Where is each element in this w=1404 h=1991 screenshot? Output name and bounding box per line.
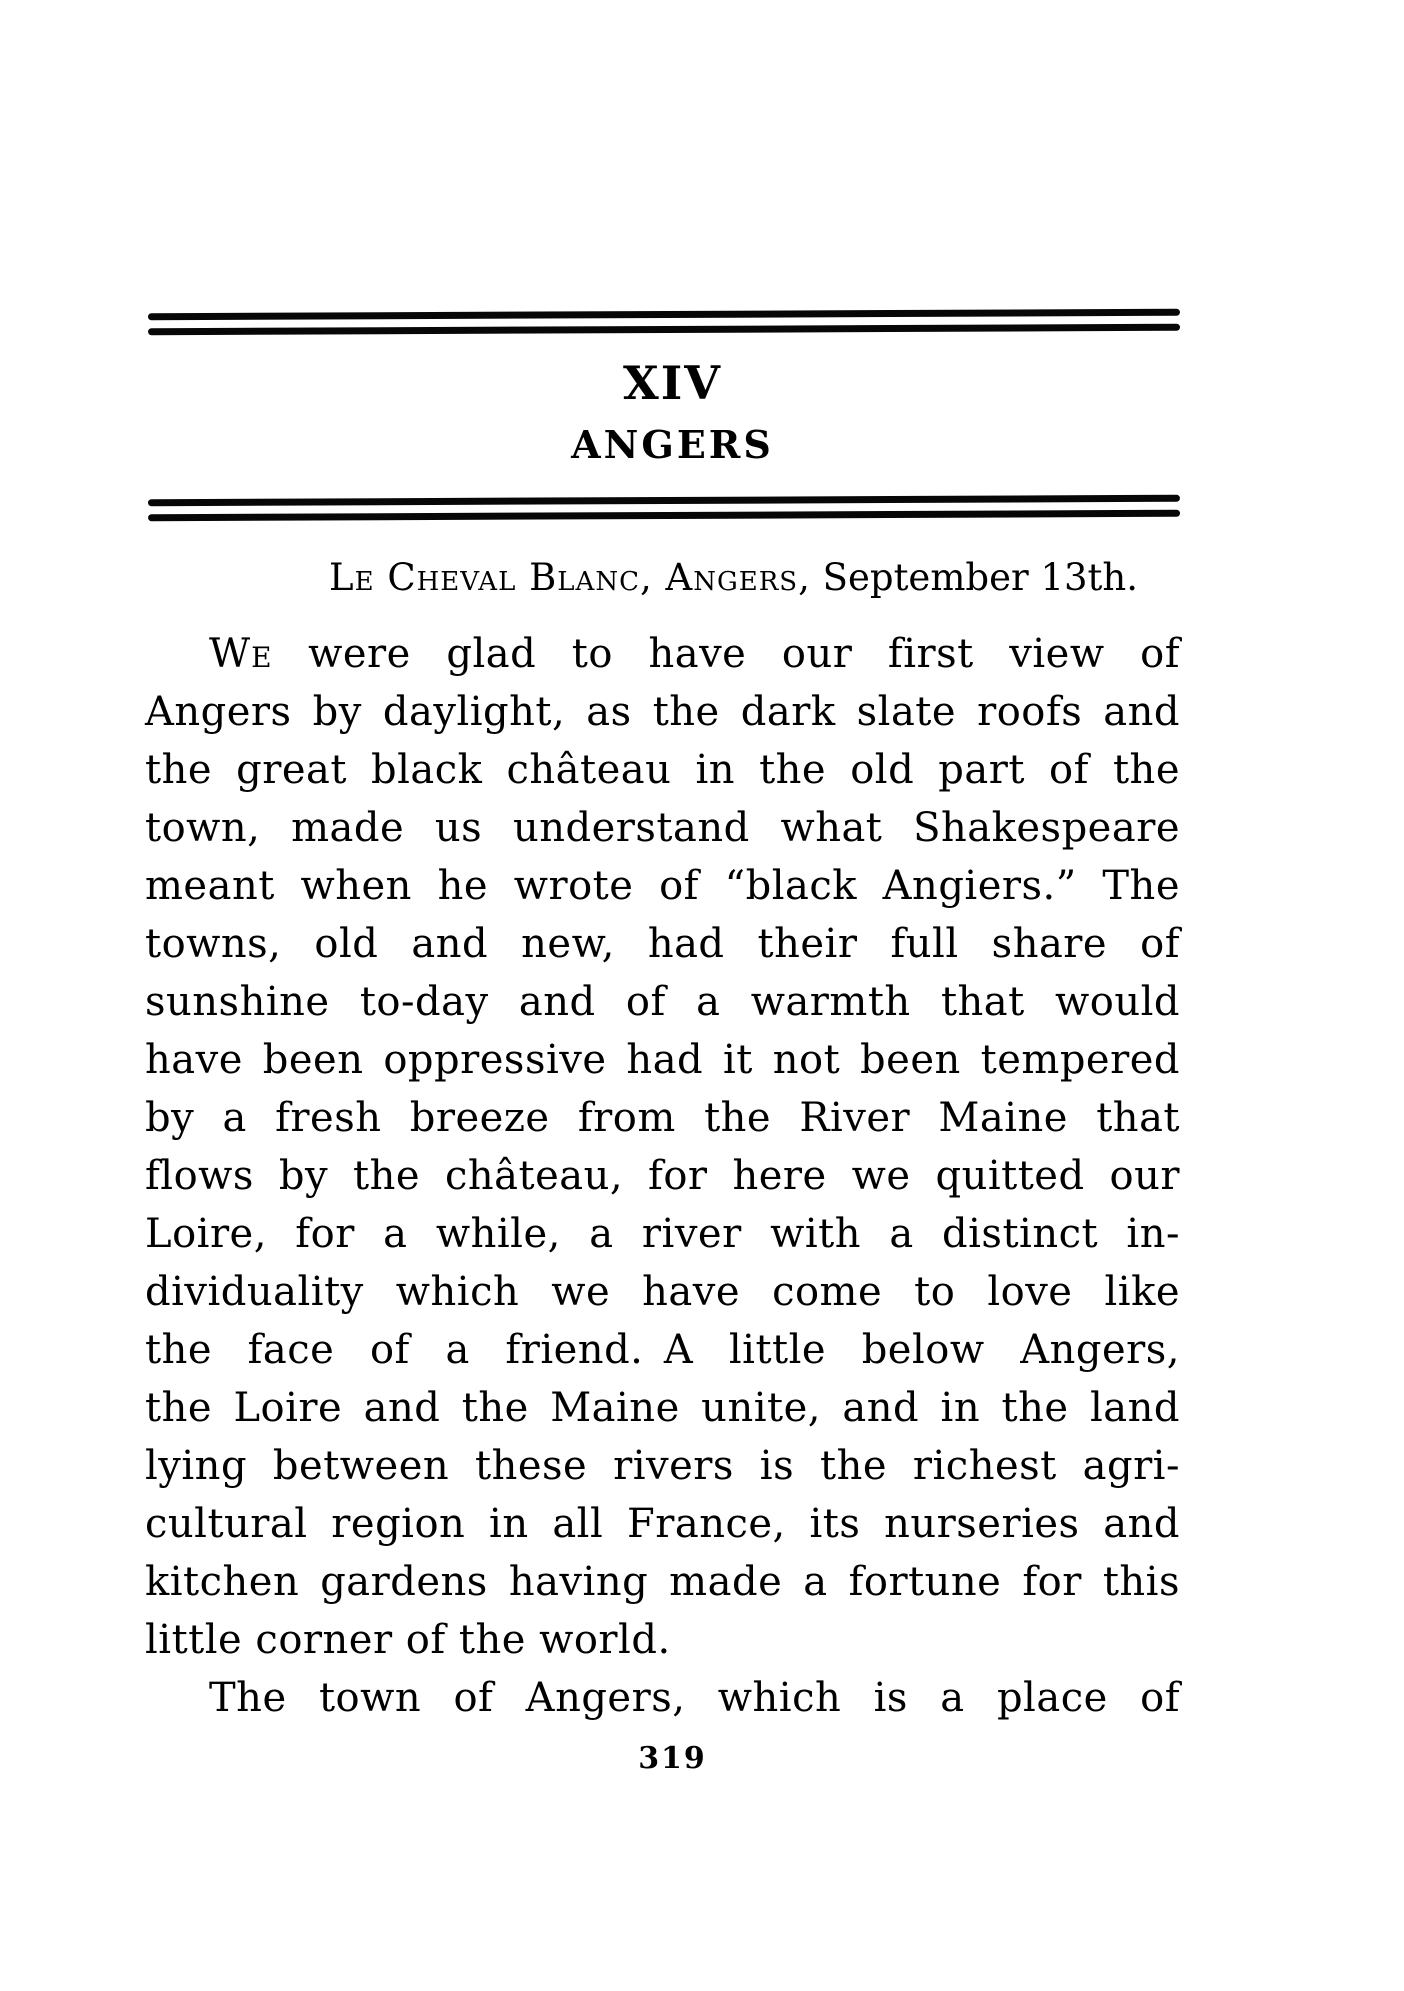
- body-line: dividuality which we have come to love like: [145, 1269, 1180, 1315]
- bottom-double-rule: [148, 495, 1180, 522]
- rule-bar: [148, 309, 1180, 321]
- page-number: 319: [638, 1741, 707, 1776]
- body-line: little corner of the world.: [145, 1617, 671, 1663]
- body-line: by a fresh breeze from the River Maine that: [145, 1095, 1180, 1141]
- body-line: the face of a friend. A little below Angers,: [145, 1327, 1180, 1373]
- body-line: sunshine to-day and of a warmth that would: [145, 979, 1180, 1025]
- body-line: have been oppressive had it not been tempered: [145, 1037, 1180, 1083]
- body-line: Loire, for a while, a river with a distinct in-: [145, 1211, 1180, 1257]
- body-line: cultural region in all France, its nurseries and: [145, 1501, 1180, 1547]
- dateline-date: September 13th.: [810, 556, 1138, 599]
- body-text: [145, 625, 1180, 1727]
- body-line: Angers by daylight, as the dark slate roofs and: [145, 689, 1180, 735]
- body-line: kitchen gardens having made a fortune for this: [145, 1559, 1180, 1605]
- body-line: We were glad to have our first view of: [209, 631, 1180, 677]
- rule-bar: [148, 495, 1180, 507]
- body-line: towns, old and new, had their full share of: [145, 921, 1180, 967]
- body-line: meant when he wrote of “black Angiers.” The: [145, 863, 1180, 909]
- rule-bar: [148, 324, 1180, 336]
- body-line: the great black château in the old part of the: [145, 747, 1180, 793]
- smallcaps-word: We: [209, 631, 273, 677]
- chapter-title: ANGERS: [571, 422, 774, 467]
- rule-bar: [148, 510, 1180, 522]
- body-line: flows by the château, for here we quitted our: [145, 1153, 1180, 1199]
- body-line: lying between these rivers is the richest agri-: [145, 1443, 1180, 1489]
- dateline-place: Le Cheval Blanc, Angers,: [329, 556, 811, 599]
- body-line: The town of Angers, which is a place of: [209, 1675, 1180, 1721]
- body-line: the Loire and the Maine unite, and in the land: [145, 1385, 1180, 1431]
- dateline: [145, 556, 1180, 599]
- top-double-rule: [148, 309, 1180, 336]
- chapter-number: XIV: [623, 356, 722, 410]
- body-line: town, made us understand what Shakespeare: [145, 805, 1180, 851]
